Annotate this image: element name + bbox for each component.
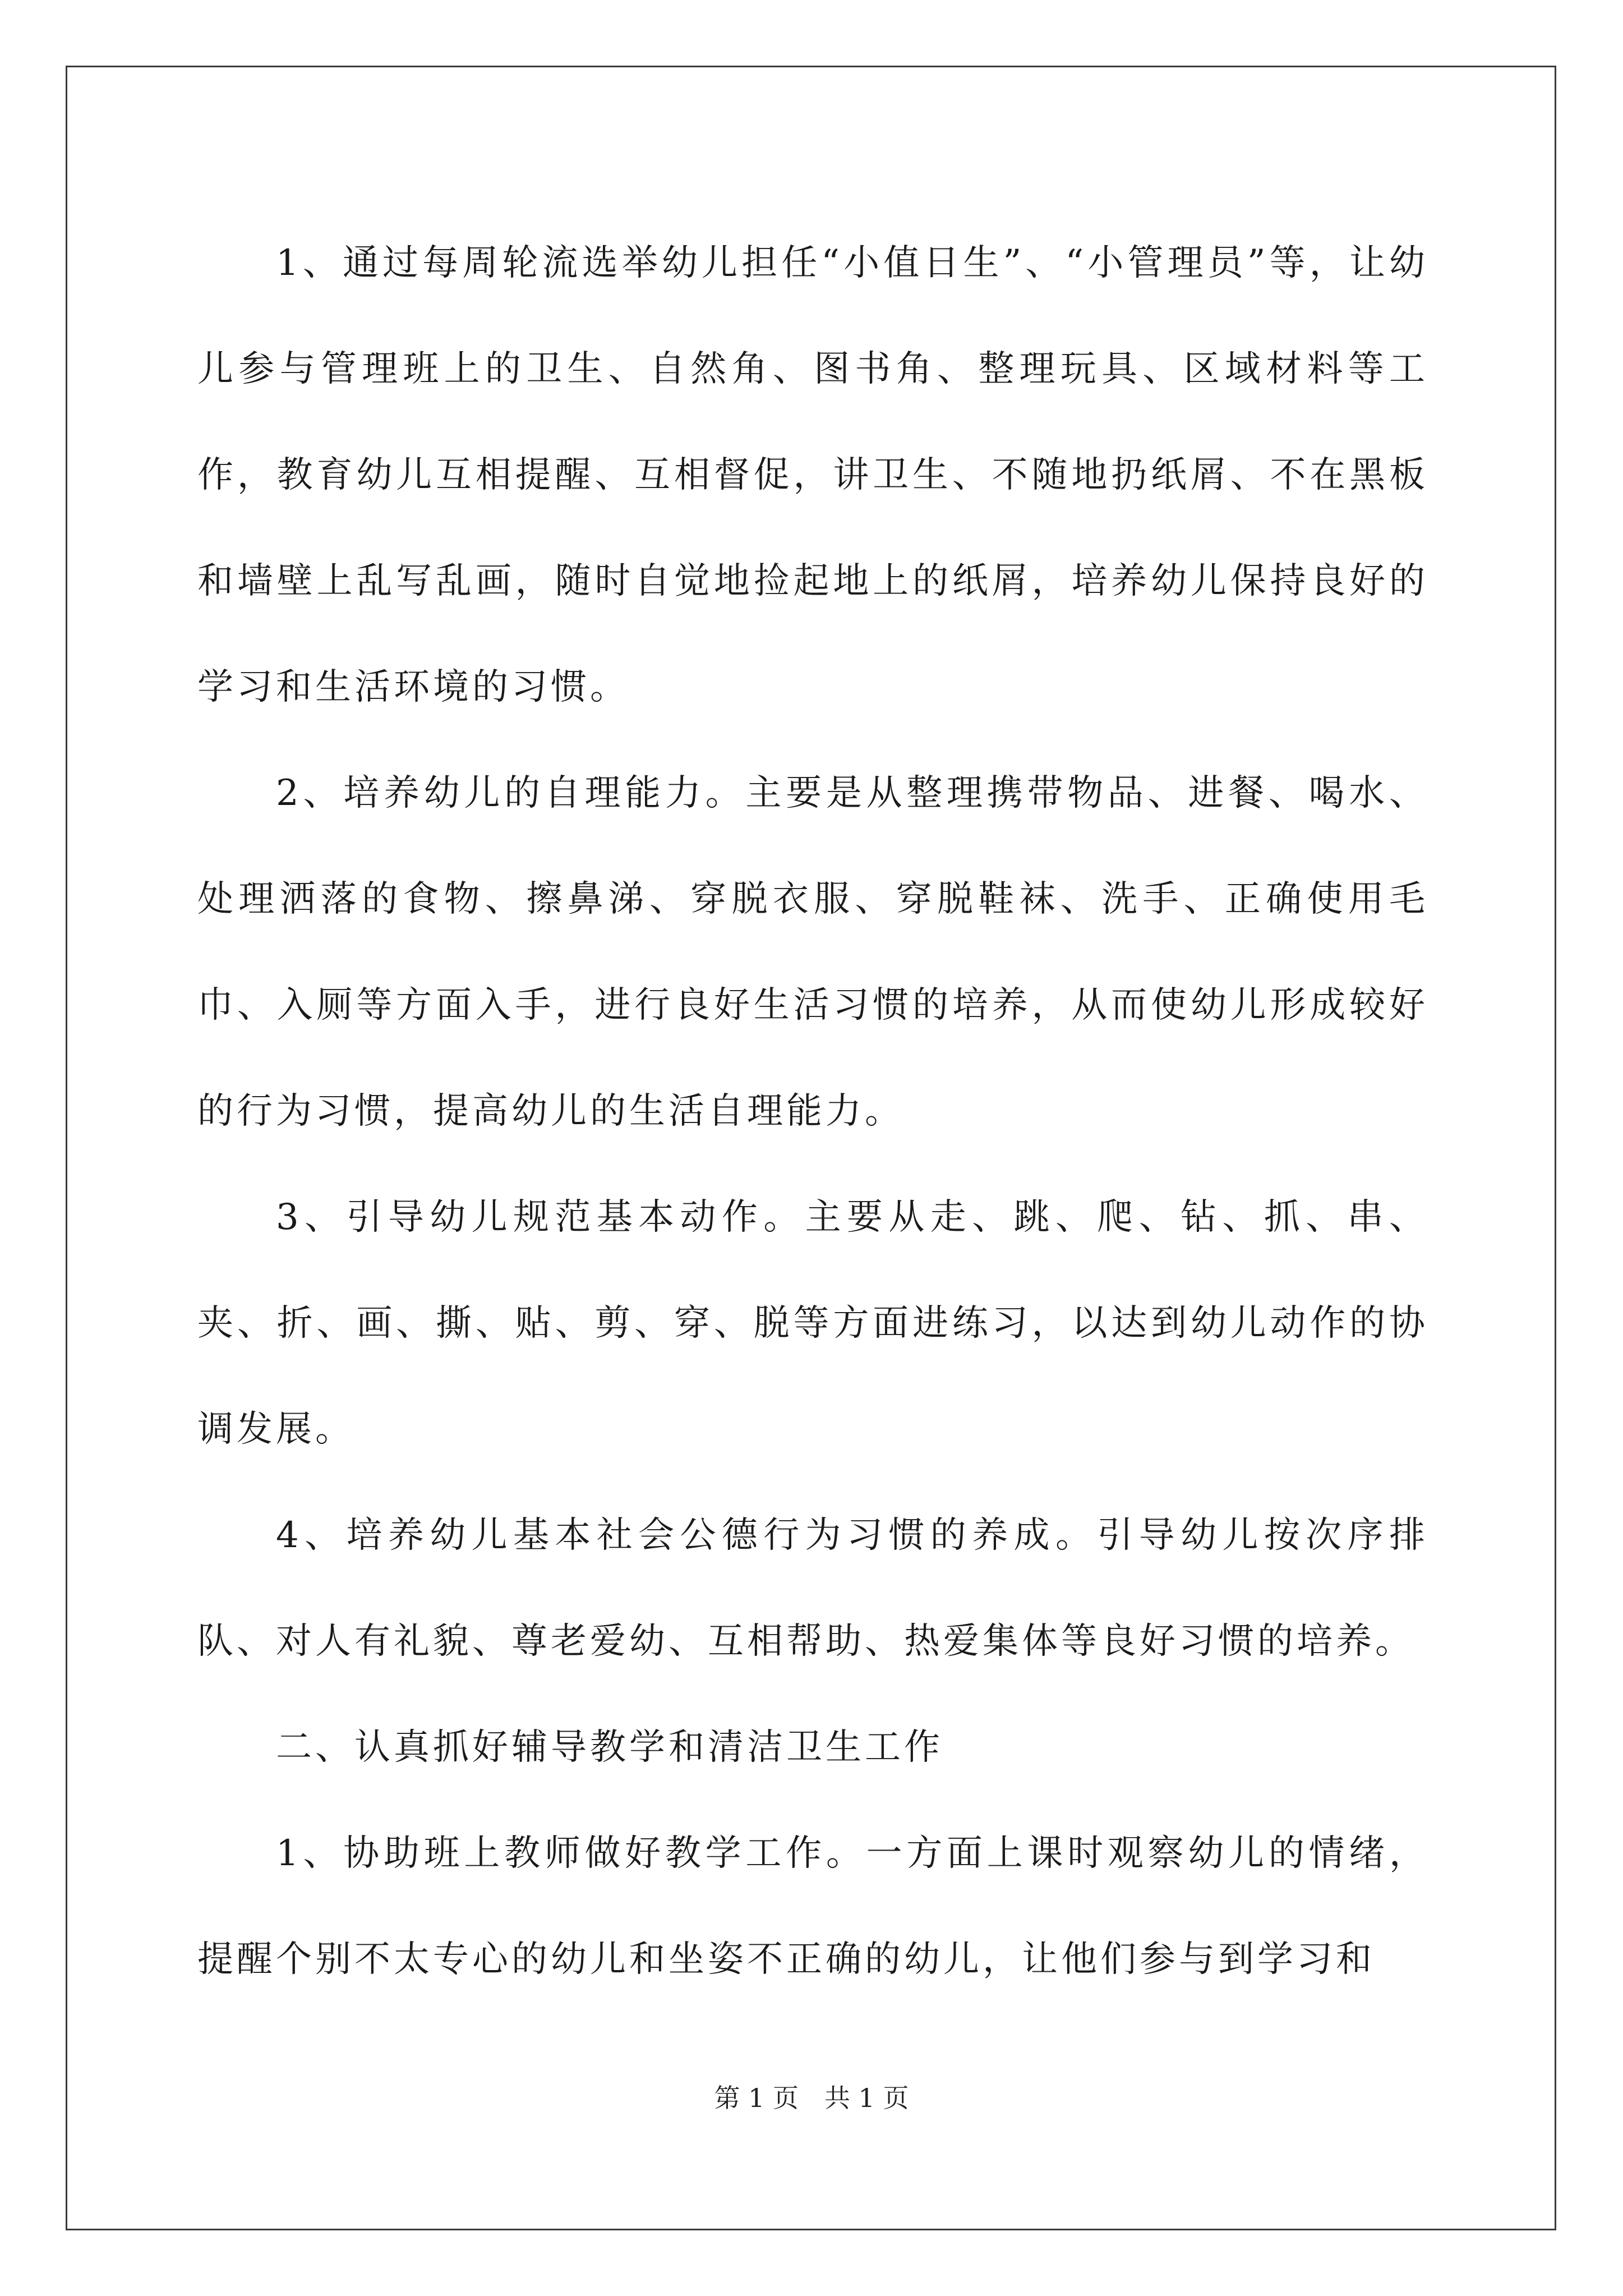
paragraph-social-ethics: 4、培养幼儿基本社会公德行为习惯的养成。引导幼儿按次序排队、对人有礼貌、尊老爱幼、互相帮助、热爱集体等良好习惯的培养。 [197,1515,1428,1662]
page-number-footer: 第 1 页 共 1 页 [714,2083,909,2113]
paragraph-duty-rotation: 1、通过每周轮流选举幼儿担任“小值日生”、“小管理员”等，让幼儿参与管理班上的卫生、自然角、图书角、整理玩具、区域材料等工作，教育幼儿互相提醒、互相督促，讲卫生、不随地扔纸屑、不在黑板和墙壁上乱写乱画，随时自觉地捡起地上的纸屑，培养幼儿保持良好的学习和生活环境的习惯。 [197,242,1428,708]
document-body [197,210,1428,2013]
paragraph-self-care: 2、培养幼儿的自理能力。主要是从整理携带物品、进餐、喝水、处理洒落的食物、擦鼻涕、穿脱衣服、穿脱鞋袜、洗手、正确使用毛巾、入厕等方面入手，进行良好生活习惯的培养，从而使幼儿形成较好的行为习惯，提高幼儿的生活自理能力。 [197,772,1428,1132]
paragraph-assist-teaching: 1、协助班上教师做好教学工作。一方面上课时观察幼儿的情绪，提醒个别不太专心的幼儿和坐姿不正确的幼儿，让他们参与到学习和 [197,1833,1428,1980]
paragraph-basic-movements: 3、引导幼儿规范基本动作。主要从走、跳、爬、钻、抓、串、夹、折、画、撕、贴、剪、穿、脱等方面进练习，以达到幼儿动作的协调发展。 [197,1197,1428,1450]
section-heading-teaching-hygiene: 二、认真抓好辅导教学和清洁卫生工作 [276,1727,943,1768]
